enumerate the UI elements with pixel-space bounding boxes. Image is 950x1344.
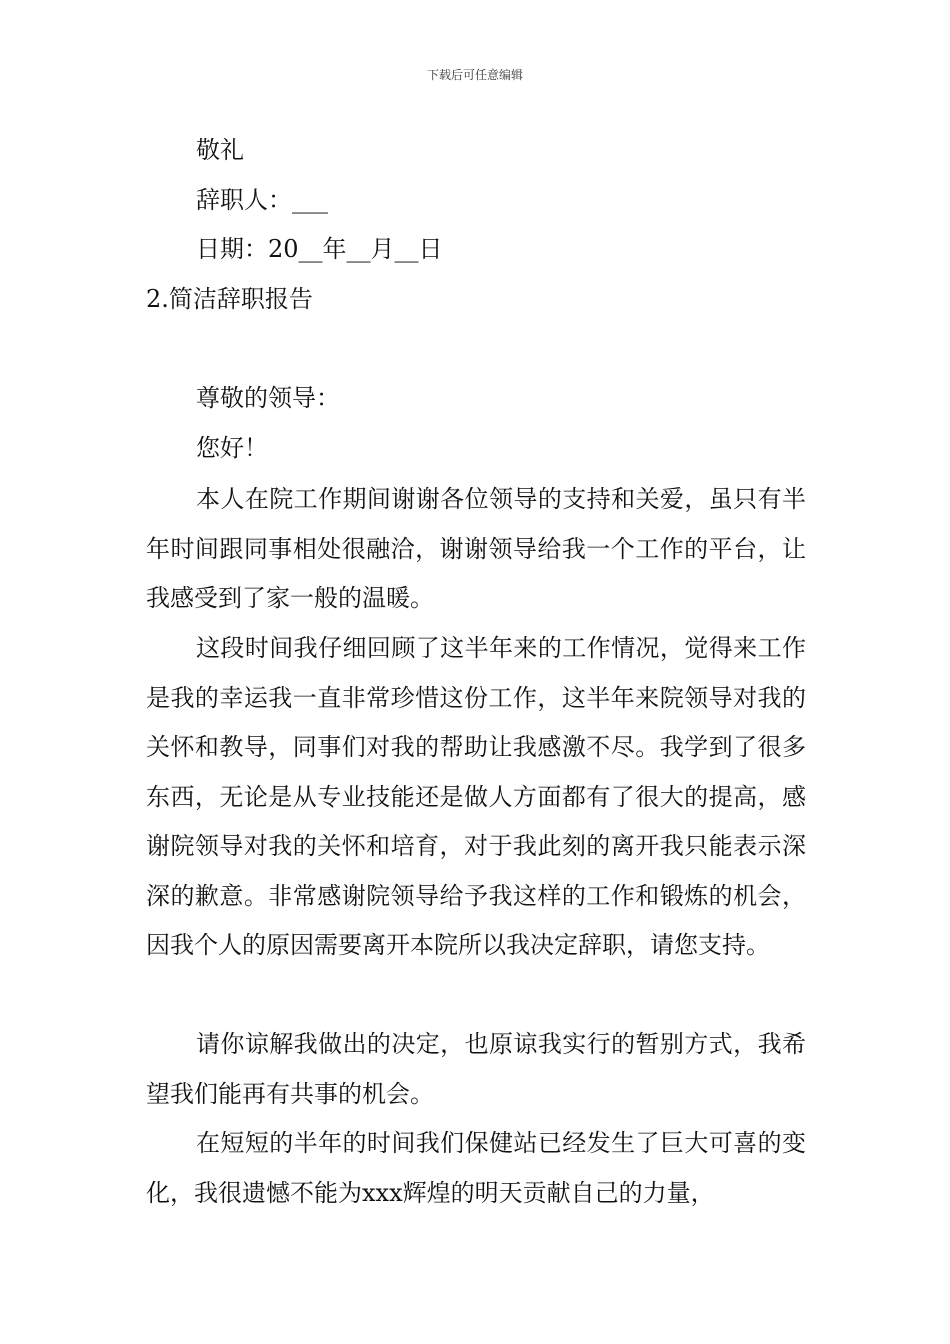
paragraph-4: 在短短的半年的时间我们保健站已经发生了巨大可喜的变化，我很遗憾不能为xxx辉煌的明天贡献自己的力量， (146, 1129, 806, 1207)
letter-salutation: 尊敬的领导： (196, 384, 340, 412)
closing-salute: 敬礼 (196, 136, 244, 164)
header-note: 下载后可任意编辑 (426, 68, 523, 82)
signer-line: 辞职人：___ (196, 186, 328, 214)
date-line: 日期：20__年__月__日 (196, 235, 443, 263)
paragraph-2: 这段时间我仔细回顾了这半年来的工作情况，觉得来工作是我的幸运我一直非常珍惜这份工作，这半年来院领导对我的关怀和教导，同事们对我的帮助让我感激不尽。我学到了很多东西，无论是从专业技能还是做人方面都有了很大的提高，感谢院领导对我的关怀和培育，对于我此刻的离开我只能表示深深的歉意。非常感谢院领导给予我这样的工作和锻炼的机会，因我个人的原因需要离开本院所以我决定辞职，请您支持。 (146, 634, 806, 959)
paragraph-1: 本人在院工作期间谢谢各位领导的支持和关爱，虽只有半年时间跟同事相处很融洽，谢谢领导给我一个工作的平台，让我感受到了家一般的温暖。 (146, 485, 806, 612)
paragraph-3: 请你谅解我做出的决定，也原谅我实行的暂别方式，我希望我们能再有共事的机会。 (146, 1030, 806, 1108)
section-title: 2.简洁辞职报告 (146, 285, 313, 313)
letter-greeting: 您好！ (196, 434, 268, 462)
